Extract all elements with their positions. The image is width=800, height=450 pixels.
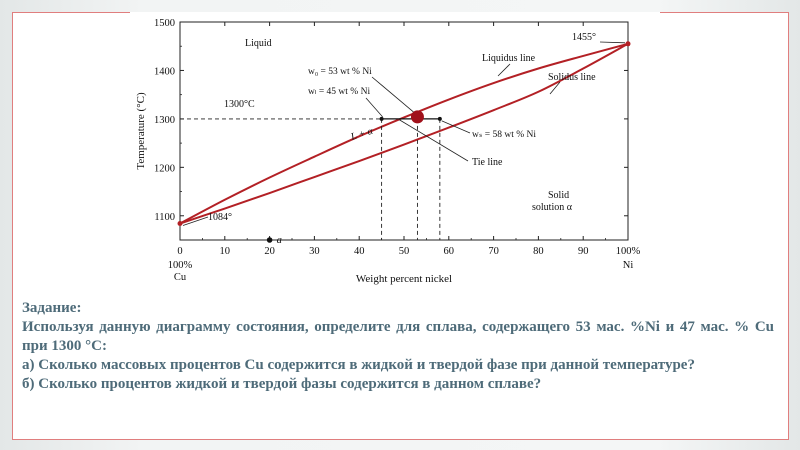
x-tick-label: 20 (264, 246, 275, 257)
x-tick-label: 30 (309, 246, 320, 257)
liquidus-leader (498, 64, 510, 76)
x-tick-label: 10 (219, 246, 231, 257)
y-tick-label: 1100 (154, 211, 175, 223)
temp-1084-label: 1084° (208, 212, 232, 223)
ws-label: wₛ = 58 wt % Ni (472, 130, 537, 140)
y-axis-title: Temperature (°C) (135, 92, 147, 170)
phase-diagram-svg (130, 12, 660, 297)
y-tick-label: 1400 (154, 66, 175, 78)
x-tick-label: 60 (443, 246, 455, 257)
x-tick-label: 80 (533, 246, 544, 257)
tie-line-leader (400, 120, 468, 161)
melting-point-cu (178, 221, 183, 226)
task-block (22, 299, 774, 394)
point-a-label: a (276, 235, 282, 246)
temp-1455-label: 1455° (572, 32, 596, 43)
x-tick-label: 100% (615, 246, 641, 257)
wl-label: wₗ = 45 wt % Ni (308, 87, 371, 97)
task-intro: Используя данную диаграмму состояния, определите для сплава, содержащего 53 мас. %Ni и 47 мас. % Cu при 1300 °С: (22, 319, 774, 354)
wl-leader (366, 98, 383, 117)
x-tick-label: 90 (577, 246, 589, 257)
y-tick-label: 1500 (154, 18, 175, 29)
two-phase-label: L + α (349, 125, 375, 143)
solidus-label: Solidus line (548, 72, 596, 83)
tie-line-label: Tie line (472, 157, 503, 168)
x-tick-label: 50 (398, 246, 410, 257)
point-a-marker (267, 237, 273, 243)
y-tick-label: 1200 (154, 163, 175, 175)
phase-diagram-chart (130, 12, 660, 297)
x-tick-label: 70 (488, 246, 499, 257)
x-axis-title: Weight percent nickel (355, 273, 453, 285)
ws-leader (442, 121, 470, 133)
w0-label: w₀ = 53 wt % Ni (308, 67, 372, 77)
solid-label-2: solution α (532, 202, 572, 213)
x-tick-label: 40 (353, 246, 365, 257)
x-endpoint-left-percent: 100% (167, 260, 193, 271)
melting-point-ni (626, 41, 631, 46)
tie-end-liquid (380, 117, 384, 121)
task-question-a: а) Сколько массовых процентов Cu содержится в жидкой и твердой фазе при данной температуре? (22, 357, 695, 373)
alloy-point-w0 (411, 110, 424, 123)
y-tick-label: 1300 (154, 114, 175, 126)
x-tick-label: 0 (177, 246, 183, 257)
tie-end-solid (438, 117, 442, 121)
task-heading: Задание: (22, 300, 82, 316)
w0-leader (372, 77, 413, 112)
task-question-b: б) Сколько процентов жидкой и твердой фазы содержится в данном сплаве? (22, 376, 542, 392)
solid-label-1: Solid (548, 190, 570, 201)
x-endpoint-left-element: Cu (173, 272, 187, 283)
t1455-leader (600, 42, 625, 43)
liquidus-label: Liquidus line (482, 53, 536, 64)
temp-1300-label: 1300°C (224, 99, 255, 110)
x-endpoint-right-element: Ni (622, 260, 634, 271)
liquid-region-label: Liquid (245, 38, 272, 49)
